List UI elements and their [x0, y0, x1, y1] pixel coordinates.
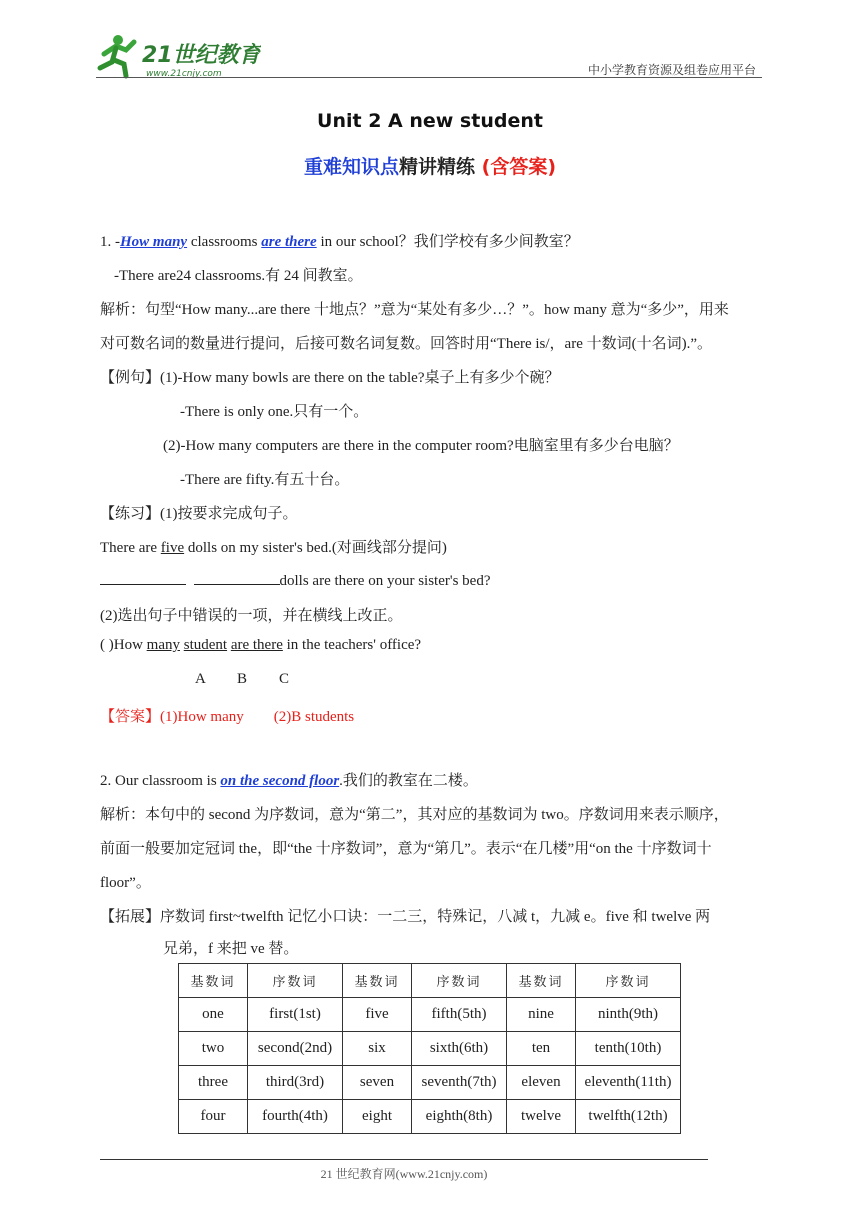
- table-row: [179, 998, 681, 1032]
- table-header-cell: 序数词: [412, 964, 507, 998]
- header-divider: [96, 77, 762, 78]
- table-cell: fifth(5th): [412, 998, 507, 1032]
- table-cell: eighth(8th): [412, 1100, 507, 1134]
- page-title: Unit 2 A new student: [317, 110, 543, 132]
- table-row: [179, 1066, 681, 1100]
- option-a: A: [195, 671, 206, 687]
- table-cell: seventh(7th): [412, 1066, 507, 1100]
- table-cell: ten: [507, 1032, 576, 1066]
- table-cell: twelfth(12th): [576, 1100, 681, 1134]
- option-c: C: [279, 671, 290, 687]
- explanation-line: 解析：本句中的 second 为序数词，意为“第二”，其对应的基数词为 two。序数词用来表示顺序，: [100, 807, 729, 823]
- practice-1: There are five dolls on my sister's bed.(对画线部分提问): [100, 540, 447, 556]
- table-cell: nine: [507, 998, 576, 1032]
- site-logo: [96, 32, 261, 80]
- table-cell: five: [343, 998, 412, 1032]
- header-platform-text: 中小学教育资源及组卷应用平台: [587, 63, 756, 77]
- answer-sentence: -There are24 classrooms.有 24 间教室。: [114, 268, 363, 284]
- table-row: [179, 1100, 681, 1134]
- table-cell: third(3rd): [248, 1066, 343, 1100]
- underlined-five: five: [160, 540, 185, 556]
- table-cell: ninth(9th): [576, 998, 681, 1032]
- extension-line: 兄弟，f 来把 ve 替。: [163, 941, 299, 957]
- table-cell: seven: [343, 1066, 412, 1100]
- runner-icon: [100, 35, 134, 76]
- practice-heading: 【练习】(1)按要求完成句子。: [100, 506, 298, 522]
- keyword-how-many: How many: [120, 234, 188, 250]
- footer-divider: [100, 1159, 708, 1160]
- practice-2: (2)选出句子中错误的一项，并在横线上改正。: [100, 608, 403, 624]
- table-cell: six: [343, 1032, 412, 1066]
- table-cell: eleven: [507, 1066, 576, 1100]
- question-2: 2. Our classroom is on the second floor.我们的教室在二楼。: [100, 773, 478, 789]
- practice-2-sentence: ( )How many student are there in the teachers' office?: [100, 637, 422, 653]
- explanation-line: floor”。: [100, 875, 151, 891]
- table-header-cell: 基数词: [507, 964, 576, 998]
- table-cell: eleventh(11th): [576, 1066, 681, 1100]
- keyword-are-there: are there: [261, 234, 317, 250]
- keyword-on-the-second-floor: on the second floor: [220, 773, 340, 789]
- practice-1-blanks: dolls are there on your sister's bed?: [100, 570, 490, 590]
- table-cell: one: [179, 998, 248, 1032]
- table-header-cell: 序数词: [576, 964, 681, 998]
- subtitle-red: (含答案): [481, 156, 557, 178]
- svg-text:21世纪教育: 21世纪教育: [142, 43, 261, 68]
- table-header-row: [179, 964, 681, 998]
- table-cell: sixth(6th): [412, 1032, 507, 1066]
- option-b: B: [237, 671, 248, 687]
- extension-line: 【拓展】序数词 first~twelfth 记忆小口诀：一二三，特殊记，八减 t，九减 e。five 和 twelve 两: [100, 909, 711, 925]
- table-header-cell: 基数词: [343, 964, 412, 998]
- explanation-line: 解析：句型“How many...are there 十地点？”意为“某处有多少…？”。how many 意为“多少”，用来: [100, 302, 729, 318]
- subtitle-black: 精讲精练: [399, 156, 476, 178]
- table-cell: twelve: [507, 1100, 576, 1134]
- example-2-answer: -There are fifty.有五十台。: [180, 472, 350, 488]
- example-2: (2)-How many computers are there in the computer room?电脑室里有多少台电脑？: [163, 438, 679, 454]
- example-1-answer: -There is only one.只有一个。: [180, 404, 369, 420]
- table-cell: two: [179, 1032, 248, 1066]
- explanation-line: 对可数名词的数量进行提问，后接可数名词复数。回答时用“There is/，are 十数词(十名词).”。: [100, 336, 713, 352]
- explanation-line: 前面一般要加定冠词 the，即“the 十序数词”，意为“第几”。表示“在几楼”用“on the 十序数词十: [100, 841, 712, 857]
- table-header-cell: 基数词: [179, 964, 248, 998]
- answer-blank: [100, 570, 186, 585]
- question-1: 1. -How many classrooms are there in our school？我们学校有多少间教室？: [100, 234, 579, 250]
- footer-text: 21 世纪教育网(www.21cnjy.com): [320, 1167, 488, 1181]
- table-cell: eight: [343, 1100, 412, 1134]
- table-row: [179, 1032, 681, 1066]
- svg-text:www.21cnjy.com: www.21cnjy.com: [146, 69, 222, 79]
- table-cell: three: [179, 1066, 248, 1100]
- page-subtitle: [0, 152, 860, 179]
- ordinal-table: [178, 963, 681, 1134]
- table-cell: first(1st): [248, 998, 343, 1032]
- subtitle-blue: 重难知识点: [303, 156, 399, 178]
- answer-key: 【答案】(1)How many (2)B students: [100, 709, 355, 725]
- table-cell: tenth(10th): [576, 1032, 681, 1066]
- table-cell: four: [179, 1100, 248, 1134]
- table-cell: second(2nd): [248, 1032, 343, 1066]
- table-header-cell: 序数词: [248, 964, 343, 998]
- example-1: 【例句】(1)-How many bowls are there on the table?桌子上有多少个碗？: [100, 370, 560, 386]
- answer-blank: [194, 570, 280, 585]
- table-cell: fourth(4th): [248, 1100, 343, 1134]
